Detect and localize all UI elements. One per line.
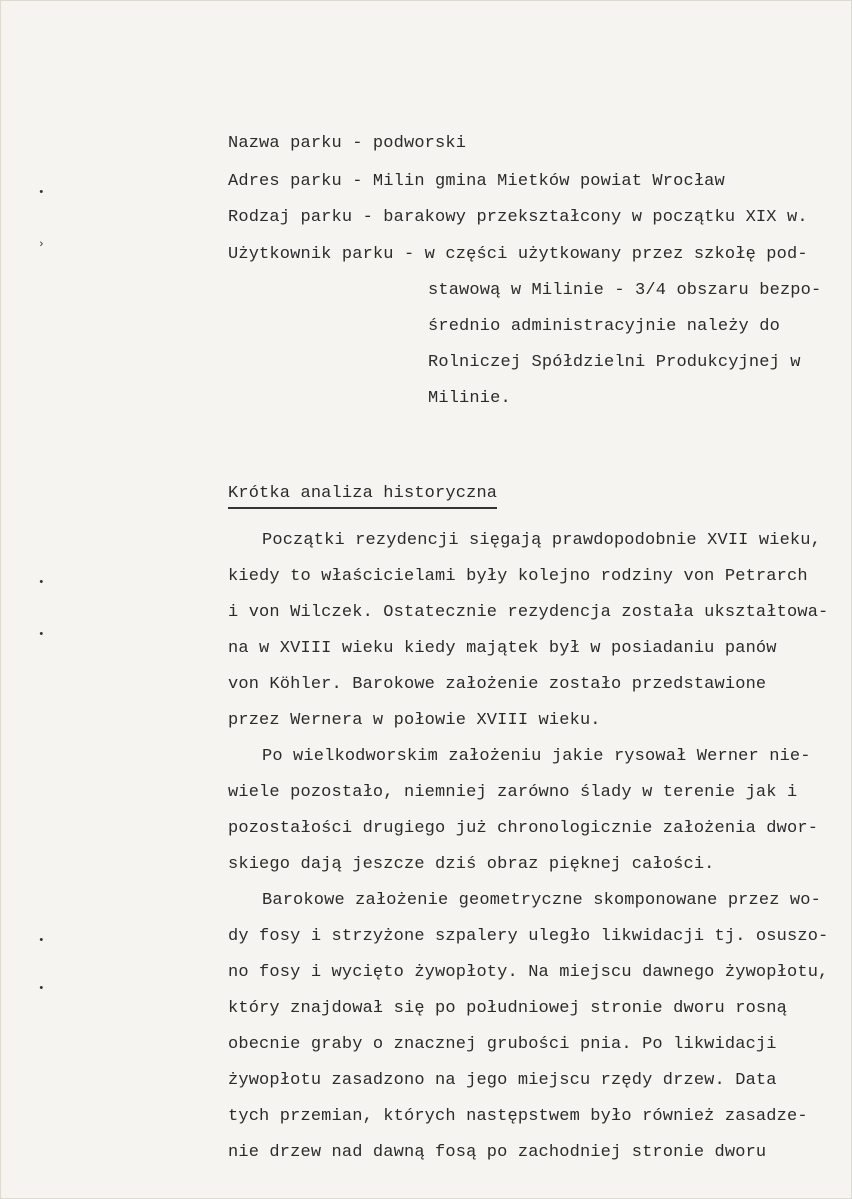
body-line: Barokowe założenie geometryczne skomponowane przez wo- bbox=[262, 891, 821, 910]
body-line: na w XVIII wieku kiedy majątek był w posiadaniu panów bbox=[228, 639, 777, 658]
body-line: Początki rezydencji sięgają prawdopodobnie XVII wieku, bbox=[262, 531, 821, 550]
park-address-line: Adres parku - Milin gmina Mietków powiat Wrocław bbox=[228, 172, 725, 191]
margin-mark: • bbox=[38, 187, 45, 199]
body-line: no fosy i wycięto żywopłoty. Na miejscu dawnego żywopłotu, bbox=[228, 963, 829, 982]
body-line: dy fosy i strzyżone szpalery uległo likwidacji tj. osuszo- bbox=[228, 927, 829, 946]
body-line: nie drzew nad dawną fosą po zachodniej stronie dworu bbox=[228, 1143, 767, 1162]
park-user-line: Użytkownik parku - w części użytkowany przez szkołę pod- bbox=[228, 245, 808, 264]
body-line: von Köhler. Barokowe założenie zostało przedstawione bbox=[228, 675, 767, 694]
park-user-line-cont: Milinie. bbox=[428, 389, 511, 408]
body-line: tych przemian, których następstwem było również zasadze- bbox=[228, 1107, 808, 1126]
body-line: wiele pozostało, niemniej zarówno ślady w terenie jak i bbox=[228, 783, 798, 802]
park-type-line: Rodzaj parku - barakowy przekształcony w początku XIX w. bbox=[228, 208, 808, 227]
margin-mark: • bbox=[38, 983, 45, 995]
margin-mark: › bbox=[38, 239, 45, 251]
margin-mark: • bbox=[38, 935, 45, 947]
body-line: który znajdował się po południowej stronie dworu rosną bbox=[228, 999, 787, 1018]
body-line: pozostałości drugiego już chronologicznie założenia dwor- bbox=[228, 819, 819, 838]
park-name-line: Nazwa parku - podworski bbox=[228, 134, 467, 153]
body-line: Po wielkodworskim założeniu jakie rysował Werner nie- bbox=[262, 747, 811, 766]
section-title: Krótka analiza historyczna bbox=[228, 484, 497, 509]
park-user-line-cont: stawową w Milinie - 3/4 obszaru bezpo- bbox=[428, 281, 822, 300]
body-line: przez Wernera w połowie XVIII wieku. bbox=[228, 711, 601, 730]
body-line: obecnie graby o znacznej grubości pnia. Po likwidacji bbox=[228, 1035, 777, 1054]
margin-mark: • bbox=[38, 577, 45, 589]
margin-mark: • bbox=[38, 629, 45, 641]
body-line: skiego dają jeszcze dziś obraz pięknej całości. bbox=[228, 855, 715, 874]
body-line: kiedy to właścicielami były kolejno rodziny von Petrarch bbox=[228, 567, 808, 586]
body-line: żywopłotu zasadzono na jego miejscu rzędy drzew. Data bbox=[228, 1071, 777, 1090]
body-line: i von Wilczek. Ostatecznie rezydencja została ukształtowa- bbox=[228, 603, 829, 622]
park-user-line-cont: Rolniczej Spółdzielni Produkcyjnej w bbox=[428, 353, 801, 372]
park-user-line-cont: średnio administracyjnie należy do bbox=[428, 317, 780, 336]
